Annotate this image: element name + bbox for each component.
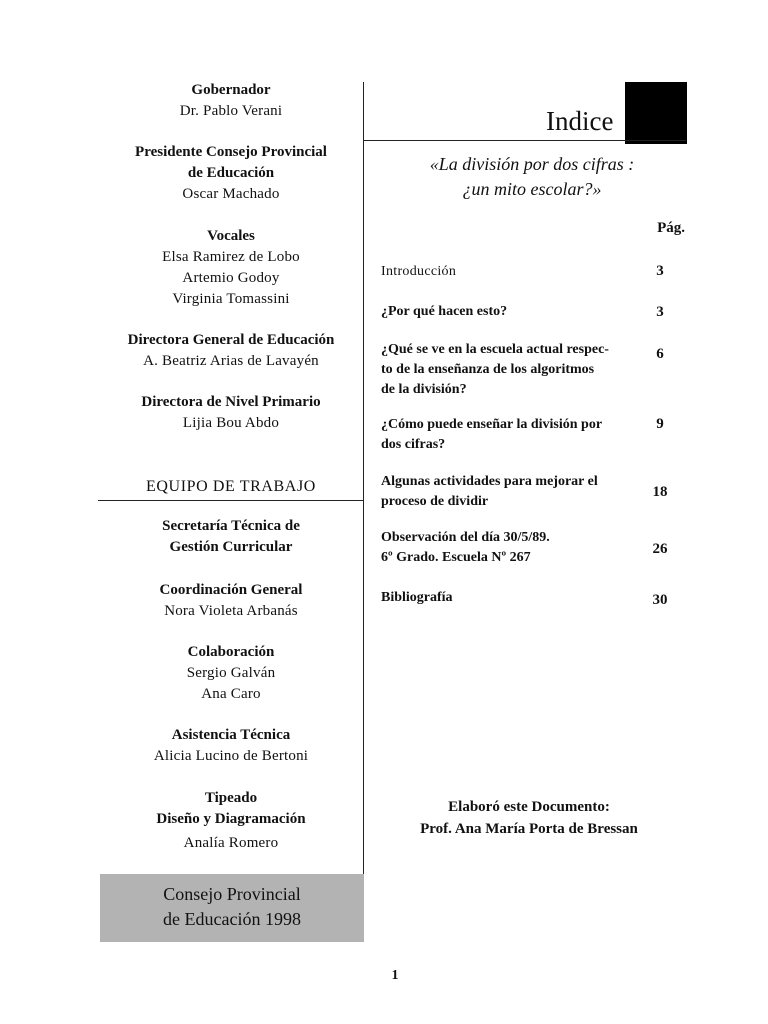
toc-item[interactable] — [381, 415, 639, 455]
tipeado-title-2: Diseño y Diagramación — [156, 811, 306, 827]
toc-item[interactable] — [381, 262, 639, 282]
toc-page-number: 6 — [656, 346, 664, 362]
toc-item-line: ¿Qué se ve en la escuela actual respec- — [381, 342, 609, 357]
footer-line-2: de Educación 1998 — [163, 909, 301, 929]
vocales-block — [100, 226, 362, 310]
toc-item-line: 6º Grado. Escuela Nº 267 — [381, 550, 531, 565]
toc-item-line: ¿Cómo puede enseñar la división por — [381, 417, 603, 432]
toc-item[interactable] — [381, 340, 639, 400]
equipo-title: EQUIPO DE TRABAJO — [146, 478, 316, 495]
author-line-2: Prof. Ana María Porta de Bressan — [420, 821, 638, 837]
toc-item-line: Algunas actividades para mejorar el — [381, 474, 598, 489]
tipeado-name: Analía Romero — [183, 835, 279, 851]
coordinacion-title: Coordinación General — [159, 582, 303, 598]
toc-item[interactable] — [381, 528, 639, 568]
toc-page-number: 30 — [652, 592, 668, 608]
president-block — [100, 142, 362, 205]
toc-page-number: 3 — [656, 263, 664, 279]
directora-general-block — [100, 330, 362, 372]
author-line-1: Elaboró este Documento: — [448, 799, 610, 815]
footer-box — [100, 874, 364, 942]
tipeado-title-1: Tipeado — [204, 790, 258, 806]
vocal-name: Virginia Tomassini — [172, 291, 290, 307]
colaboracion-name: Ana Caro — [201, 686, 261, 702]
toc-item-line: de la división? — [381, 382, 467, 397]
footer-line-1: Consejo Provincial — [163, 884, 301, 904]
toc-item-line: to de la enseñanza de los algoritmos — [381, 362, 595, 377]
toc-item-line: dos cifras? — [381, 437, 446, 452]
toc-page-number: 18 — [652, 484, 668, 500]
secretaria-title-2: Gestión Curricular — [169, 539, 293, 555]
toc-page-number: 3 — [656, 304, 664, 320]
directora-primario-name: Lijia Bou Abdo — [182, 415, 280, 431]
subtitle-line-2: ¿un mito escolar?» — [462, 179, 602, 199]
directora-primario-title: Directora de Nivel Primario — [141, 394, 321, 410]
equipo-divider — [98, 500, 364, 501]
toc-item-line: Bibliografía — [381, 590, 453, 605]
page-number: 1 — [391, 968, 399, 983]
toc-item-line: Observación del día 30/5/89. — [381, 530, 550, 545]
author-credit — [384, 796, 674, 840]
toc-item-line: Introducción — [381, 264, 457, 279]
toc-item[interactable] — [381, 302, 639, 322]
vocales-title: Vocales — [207, 228, 255, 244]
toc-item-line: ¿Por qué hacen esto? — [381, 304, 508, 319]
governor-name: Dr. Pablo Verani — [179, 103, 283, 119]
president-name: Oscar Machado — [182, 186, 280, 202]
asistencia-title: Asistencia Técnica — [171, 727, 291, 743]
asistencia-block — [100, 725, 362, 767]
vocal-name: Artemio Godoy — [182, 270, 280, 286]
directora-general-name: A. Beatriz Arias de Lavayén — [143, 353, 319, 369]
directora-primario-block — [100, 392, 362, 434]
governor-block — [100, 80, 362, 122]
toc-item[interactable] — [381, 588, 639, 608]
toc-page-number: 26 — [652, 541, 668, 557]
colaboracion-title: Colaboración — [187, 644, 275, 660]
coordinacion-block — [100, 580, 362, 622]
governor-title: Gobernador — [191, 82, 271, 98]
colaboracion-name: Sergio Galván — [186, 665, 276, 681]
secretaria-block — [100, 516, 362, 558]
corner-black-box — [625, 82, 687, 144]
president-title-2: de Educación — [187, 165, 275, 181]
toc-item[interactable] — [381, 472, 639, 512]
asistencia-name: Alicia Lucino de Bertoni — [153, 748, 309, 764]
equipo-heading — [100, 476, 362, 497]
colaboracion-block — [100, 642, 362, 705]
document-subtitle — [380, 152, 684, 202]
directora-general-title: Directora General de Educación — [127, 332, 335, 348]
subtitle-line-1: «La división por dos cifras : — [429, 154, 635, 174]
vocal-name: Elsa Ramirez de Lobo — [162, 249, 300, 265]
toc-page-number: 9 — [656, 416, 664, 432]
president-title-1: Presidente Consejo Provincial — [135, 144, 327, 160]
indice-underline — [364, 140, 686, 141]
page-column-header: Pág. — [657, 220, 685, 236]
column-divider — [363, 82, 364, 942]
coordinacion-name: Nora Violeta Arbanás — [164, 603, 298, 619]
indice-title: Indice — [546, 106, 614, 136]
tipeado-block — [100, 788, 362, 854]
toc-item-line: proceso de dividir — [381, 494, 489, 509]
secretaria-title-1: Secretaría Técnica de — [162, 518, 300, 534]
